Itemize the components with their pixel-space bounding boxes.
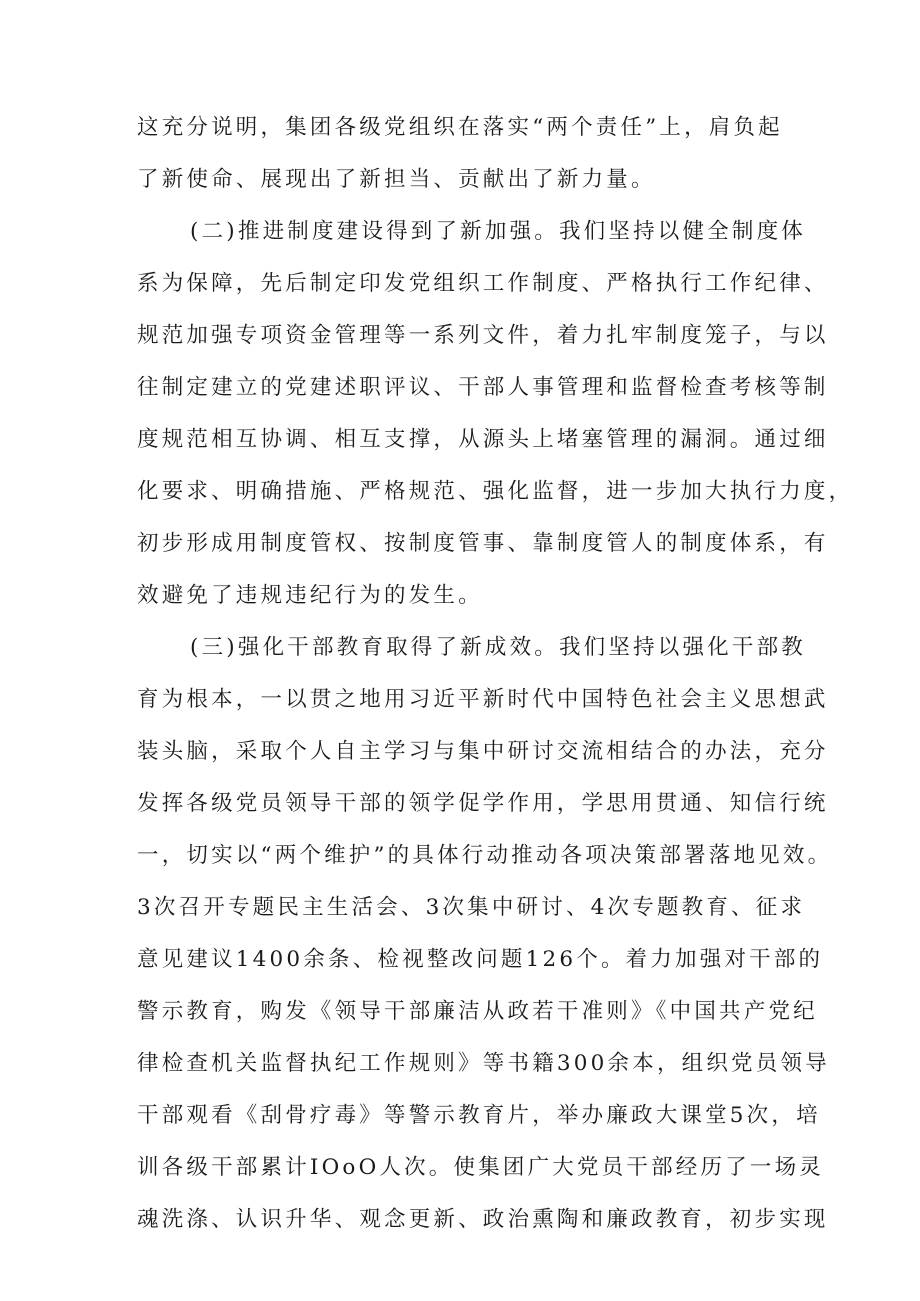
text-line: 了新使命、展现出了新担当、贡献出了新力量。 (137, 167, 656, 192)
text-line: 这充分说明，集团各级党组织在落实“两个责任”上，肩负起 (137, 115, 783, 140)
text-line: 初步形成用制度管权、按制度管事、靠制度管人的制度体系，有 (137, 531, 829, 556)
text-line: 往制定建立的党建述职评议、干部人事管理和监督检查考核等制 (137, 375, 829, 400)
paragraph-heading-3: (三)强化干部教育取得了新成效。我们坚持以强化干部教 (190, 635, 806, 660)
text-line: 育为根本，一以贯之地用习近平新时代中国特色社会主义思想武 (137, 687, 829, 712)
text-line: 干部观看《刮骨疗毒》等警示教育片，举办廉政大课堂5次，培 (137, 1103, 821, 1128)
text-line: 系为保障，先后制定印发党组织工作制度、严格执行工作纪律、 (137, 271, 829, 296)
text-line: 魂洗涤、认识升华、观念更新、政治熏陶和廉政教育，初步实现 (137, 1207, 829, 1232)
text-line: 度规范相互协调、相互支撑，从源头上堵塞管理的漏洞。通过细 (137, 427, 829, 452)
text-line: 规范加强专项资金管理等一系列文件，着力扎牢制度笼子，与以 (137, 323, 829, 348)
text-line: 一，切实以“两个维护”的具体行动推动各项决策部署落地见效。 (137, 843, 833, 868)
text-line: 3次召开专题民主生活会、3次集中研讨、4次专题教育、征求 (137, 895, 806, 920)
paragraph-heading-2: (二)推进制度建设得到了新加强。我们坚持以健全制度体 (190, 219, 806, 244)
text-line: 发挥各级党员领导干部的领学促学作用，学思用贯通、知信行统 (137, 791, 829, 816)
text-line: 意见建议1400余条、检视整改问题126个。着力加强对干部的 (137, 947, 824, 972)
text-line: 化要求、明确措施、严格规范、强化监督，进一步加大执行力度， (137, 479, 854, 504)
text-line: 训各级干部累计IOoO人次。使集团广大党员干部经历了一场灵 (137, 1155, 824, 1180)
text-line: 装头脑，采取个人自主学习与集中研讨交流相结合的办法，充分 (137, 739, 829, 764)
text-line: 效避免了违规违纪行为的发生。 (137, 583, 483, 608)
text-line: 警示教育，购发《领导干部廉洁从政若干准则》《中国共产党纪 (137, 999, 818, 1024)
text-line: 律检查机关监督执纪工作规则》等书籍300余本，组织党员领导 (137, 1051, 830, 1076)
